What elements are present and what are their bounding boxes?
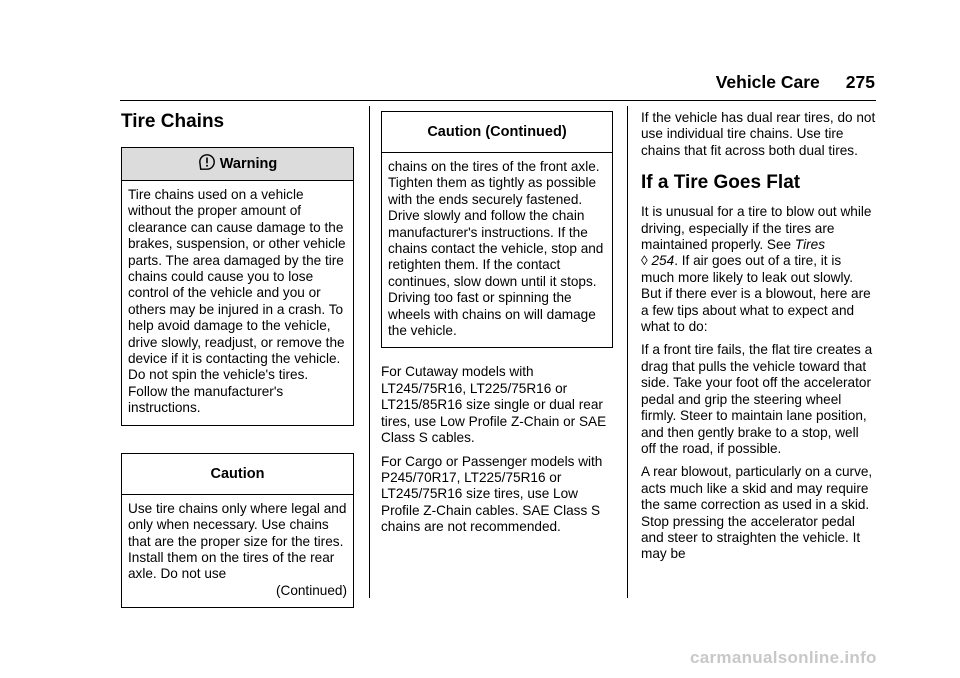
- tires-page-link[interactable]: 254: [651, 253, 675, 269]
- page-ref-icon: ◊: [641, 253, 652, 269]
- warning-icon: [198, 153, 216, 171]
- continued-label: (Continued): [275, 582, 347, 598]
- caution-text: [122, 495, 353, 607]
- watermark: carmanualsonline.info: [690, 648, 877, 667]
- column-1: [121, 106, 354, 608]
- front-tire-paragraph: If a front tire fails, the flat tire creates a drag that pulls the vehicle toward that side. Take your foot off the accelerator pedal and grip the steering wheel firmly. Steer to maintain lane position, and then gently brake to a stop, well off the road, if possible.: [641, 342, 873, 456]
- caution-continued-box: [381, 111, 613, 348]
- warning-header: [122, 148, 353, 181]
- warning-text: Tire chains used on a vehicle without the proper amount of clearance can cause damage to the brakes, suspension, or other vehicle parts. The area damaged by the tire chains could cause you to lose control of the vehicle and you or others may be injured in a crash. To help avoid damage to the vehicle, drive slowly, readjust, or remove the device if it is contacting the vehicle. Do not spin the vehicle's tires. Follow the manufacturer's instructions.: [128, 187, 346, 416]
- cargo-paragraph: For Cargo or Passenger models with P245/70R17, LT225/75R16 or LT245/75R16 size tires, use Low Profile Z-Chain cables. SAE Class S chains are not recommended.: [381, 453, 603, 535]
- cutaway-paragraph: For Cutaway models with LT245/75R16, LT225/75R16 or LT215/85R16 size single or dual rear tires, use Low Profile Z-Chain or SAE Class S cables.: [381, 364, 607, 446]
- warning-title: Warning: [219, 156, 278, 172]
- caution-box: [121, 453, 354, 608]
- caution-body: Use tire chains only where legal and only when necessary. Use chains that are the proper size for the tires. Install them on the tires of the rear axle. Do not use: [128, 500, 347, 582]
- column-3: [641, 106, 877, 570]
- section-title: Vehicle Care: [715, 72, 820, 92]
- page-header: [0, 72, 875, 94]
- column-divider-1: [369, 106, 370, 598]
- rear-blowout-paragraph: A rear blowout, particularly on a curve, acts much like a skid and may require the same correction as used in a skid. Stop pressing the accelerator pedal and steer to straighten the vehicle. It may be: [641, 464, 873, 562]
- blowout-intro-paragraph: It is unusual for a tire to blow out while driving, especially if the tires are maintained properly. See Tires ◊ 254. If air goes out of a tire, it is much more likely to leak out slowly. But if there ever is a blowout, here are a few tips about what to expect and what to do:: [641, 204, 872, 335]
- tires-link[interactable]: Tires: [794, 237, 825, 253]
- header-rule: [120, 100, 876, 101]
- column-divider-2: [627, 106, 628, 598]
- warning-box: [121, 147, 354, 426]
- caution-header: Caution: [122, 454, 353, 495]
- page-number: 275: [845, 72, 875, 92]
- tire-chains-heading: Tire Chains: [121, 111, 225, 132]
- caution-continued-header: Caution (Continued): [382, 112, 612, 153]
- flat-tire-heading: If a Tire Goes Flat: [641, 172, 801, 194]
- dual-tires-paragraph: If the vehicle has dual rear tires, do not use individual tire chains. Use tire chains that fit across both dual tires.: [641, 110, 876, 158]
- caution-continued-text: chains on the tires of the front axle. Tighten them as tightly as possible with the ends securely fastened. Drive slowly and follow the chain manufacturer's instructions. If the chains contact the vehicle, stop and retighten them. If the contact continues, slow down until it stops. Driving too fast or spinning the wheels with chains on will damage the vehicle.: [388, 159, 604, 339]
- column-2: [381, 106, 613, 543]
